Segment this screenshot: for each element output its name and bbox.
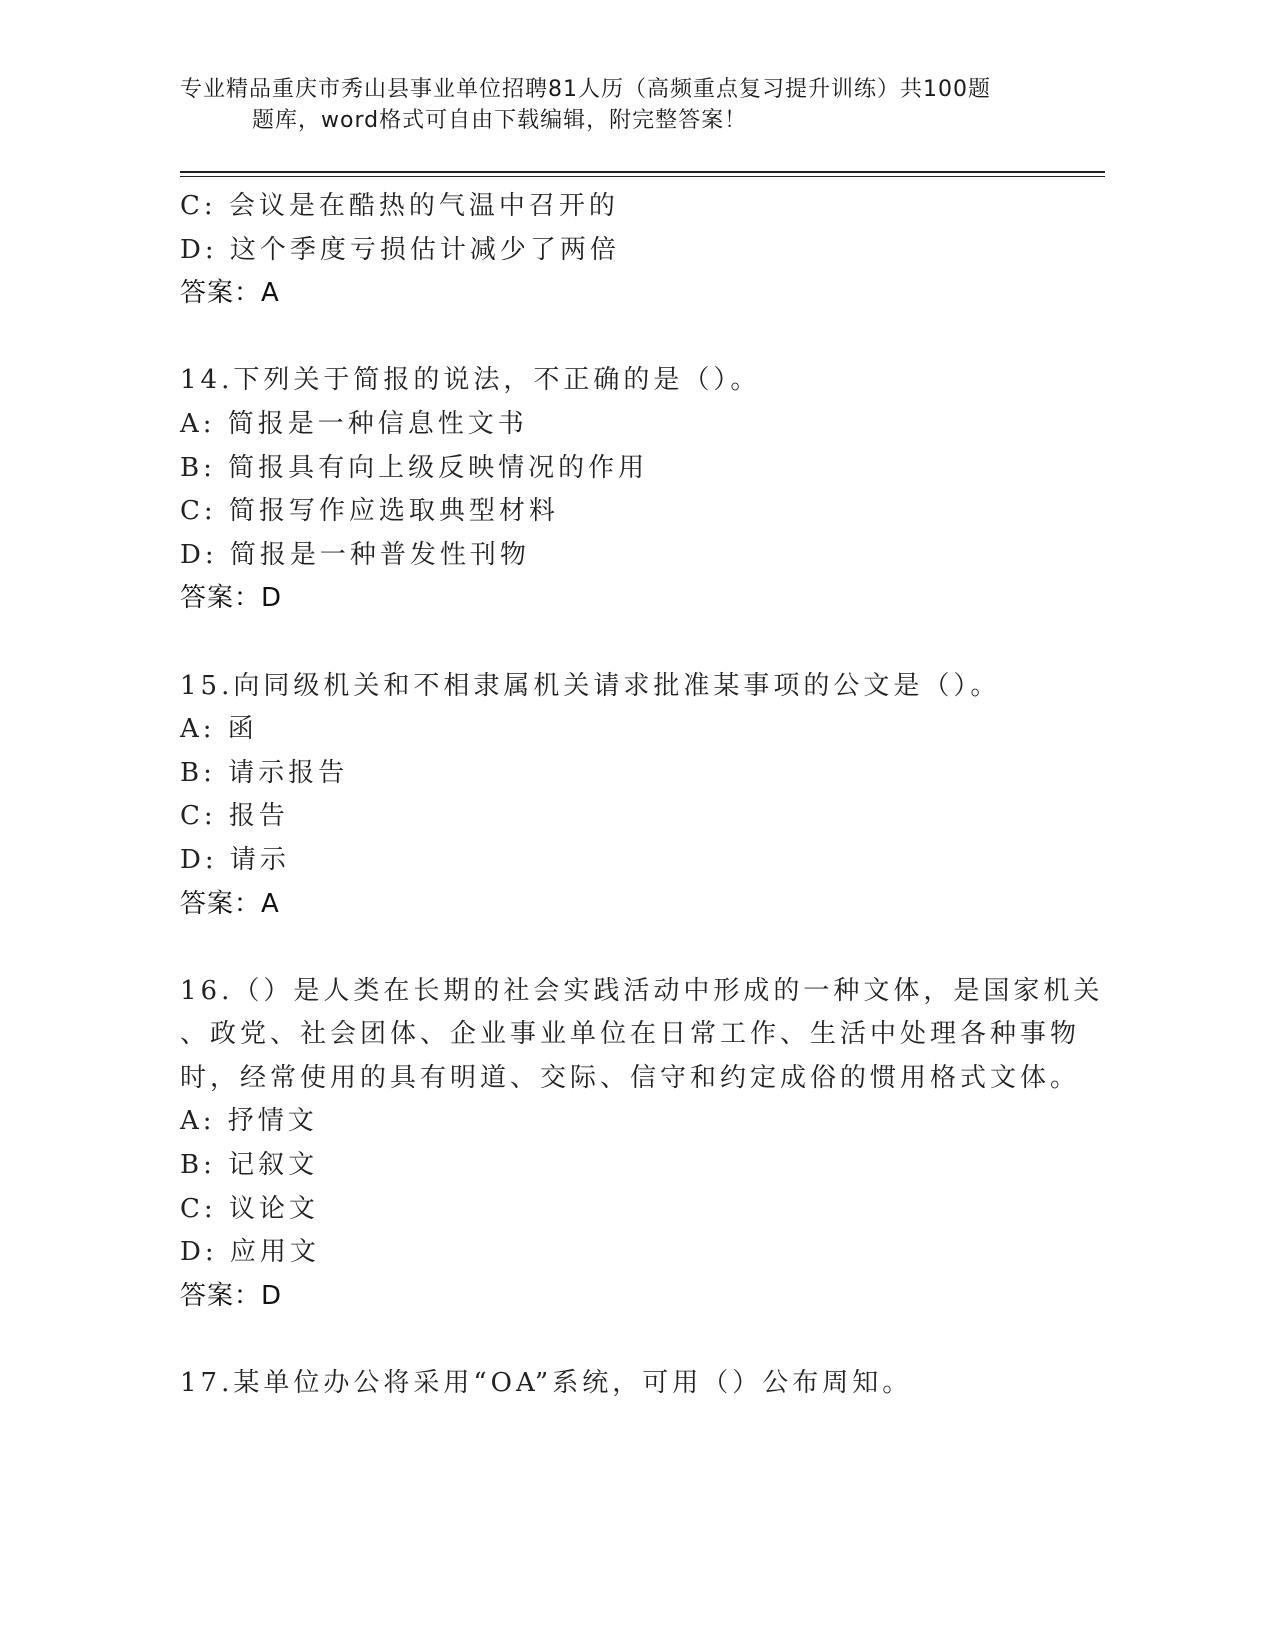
answer-text: 答案：D	[180, 583, 283, 614]
question-15	[180, 665, 1060, 927]
option-c: C: 报告	[180, 801, 289, 832]
header-divider-thin	[180, 176, 1105, 177]
question-stem: 15.向同级机关和不相隶属机关请求批准某事项的公文是（）。	[180, 670, 1001, 701]
option-a: A: 函	[180, 714, 258, 745]
header-divider-thick	[180, 171, 1105, 173]
question-14	[180, 359, 1060, 621]
question-stem-line-1: 16.（）是人类在长期的社会实践活动中形成的一种文体，是国家机关	[180, 975, 1104, 1006]
spacer	[180, 316, 1060, 360]
spacer	[180, 621, 1060, 665]
document-header	[180, 74, 1080, 136]
spacer	[180, 926, 1060, 970]
spacer	[180, 1318, 1060, 1362]
option-d: D: 简报是一种普发性刊物	[180, 539, 530, 570]
option-b: B: 记叙文	[180, 1150, 319, 1181]
answer-text: 答案：D	[180, 1280, 283, 1311]
option-d: D: 请示	[180, 844, 290, 875]
question-stem-line-3: 时，经常使用的具有明道、交际、信守和约定成俗的惯用格式文体。	[180, 1062, 1081, 1093]
option-c: C: 简报写作应选取典型材料	[180, 496, 559, 527]
question-stem-line-2: 、政党、社会团体、企业事业单位在日常工作、生活中处理各种事物	[180, 1019, 1081, 1050]
option-b: B: 简报具有向上级反映情况的作用	[180, 452, 649, 483]
answer-text: 答案：A	[180, 278, 280, 309]
header-title-line1: 专业精品重庆市秀山县事业单位招聘81人历（高频重点复习提升训练）共100题	[180, 77, 991, 102]
option-a: A: 简报是一种信息性文书	[180, 408, 528, 439]
option-d: D: 这个季度亏损估计减少了两倍	[180, 234, 620, 265]
question-17	[180, 1362, 1060, 1406]
option-c: C: 会议是在酷热的气温中召开的	[180, 191, 619, 221]
question-16	[180, 970, 1104, 1319]
question-list	[180, 185, 1104, 1406]
option-a: A: 抒情文	[180, 1106, 318, 1137]
option-b: B: 请示报告	[180, 757, 349, 788]
question-stem: 17.某单位办公将采用“OA”系统，可用（）公布周知。	[180, 1368, 913, 1399]
answer-text: 答案：A	[180, 888, 280, 919]
option-d: D: 应用文	[180, 1237, 320, 1268]
option-c: C: 议论文	[180, 1193, 319, 1224]
question-stem: 14.下列关于简报的说法，不正确的是（）。	[180, 365, 761, 396]
header-title-line2: 题库，word格式可自由下载编辑，附完整答案！	[252, 108, 748, 133]
question-13-tail	[180, 185, 1060, 316]
